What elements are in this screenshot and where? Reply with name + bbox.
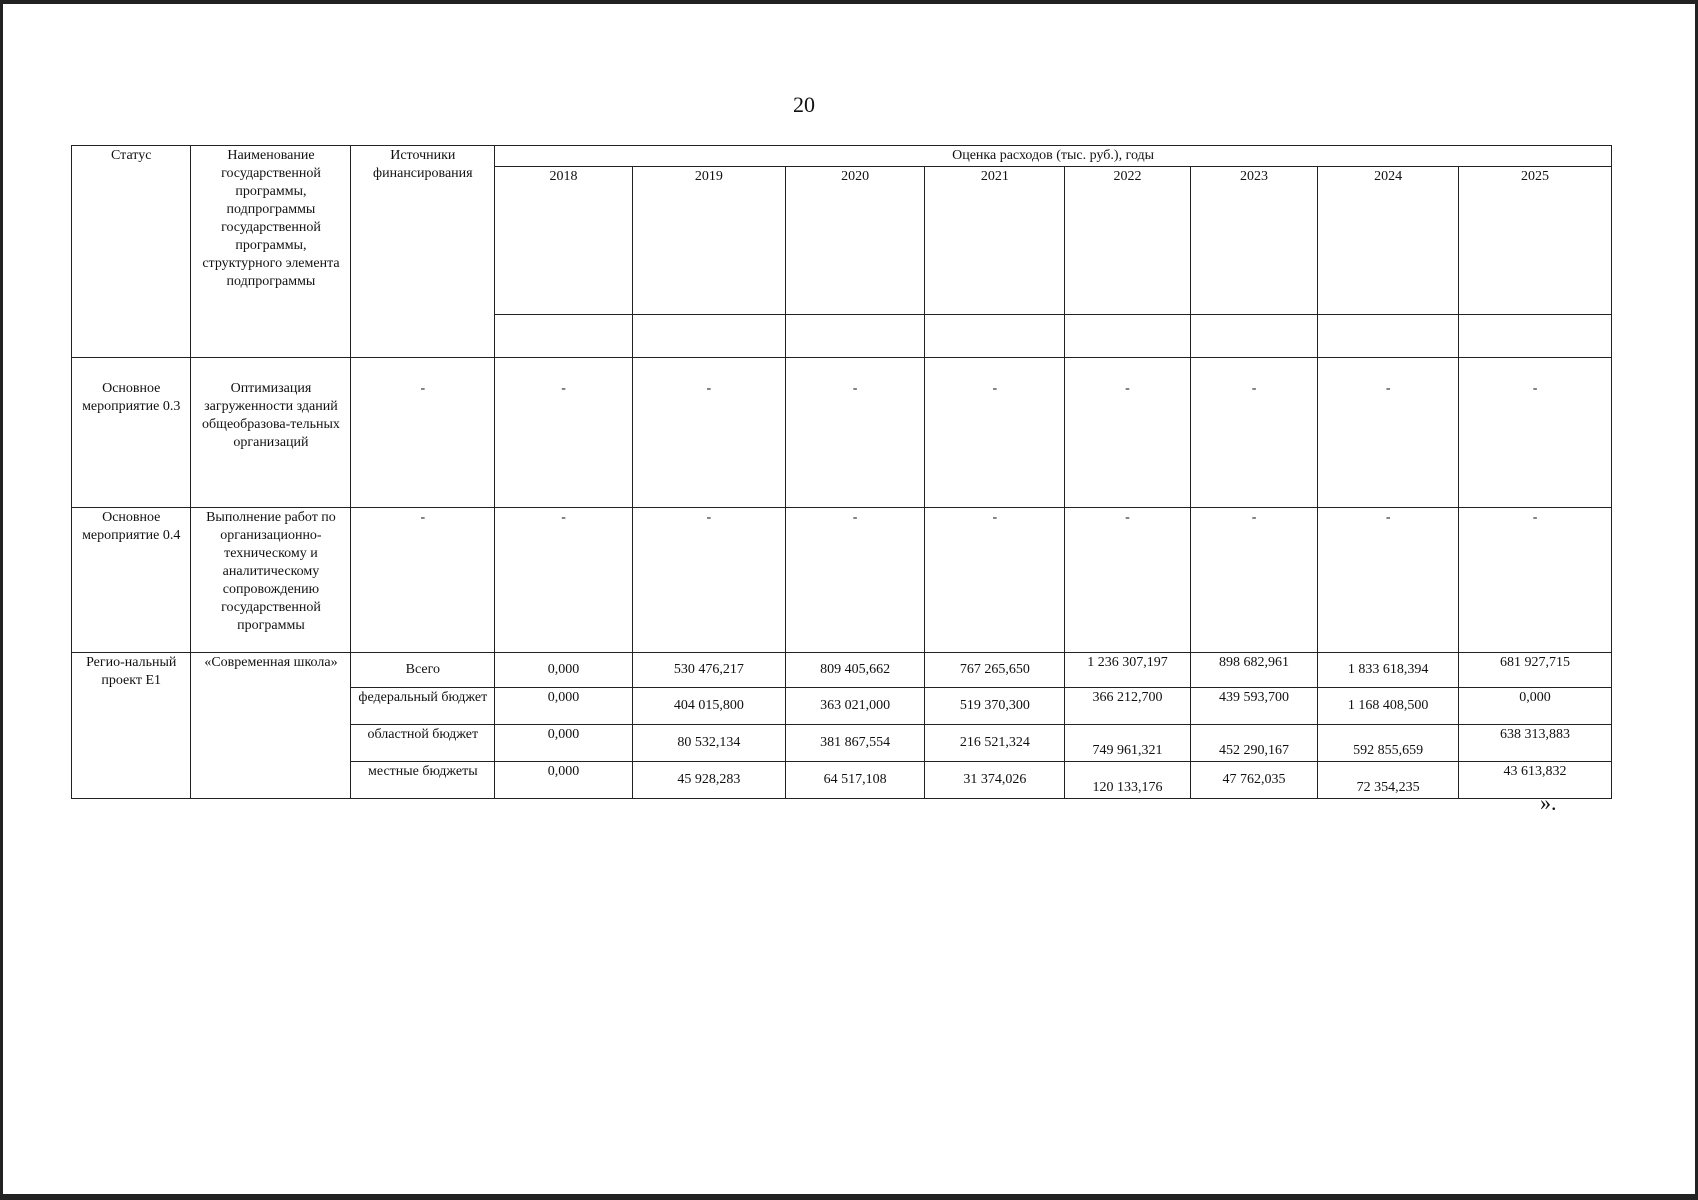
value-cell: 0,000 xyxy=(495,762,633,799)
value-cell: - xyxy=(925,358,1065,508)
header-status: Статус xyxy=(72,146,191,358)
header-year: 2019 xyxy=(632,167,785,315)
value-cell: 404 015,800 xyxy=(632,688,785,725)
value-cell: 767 265,650 xyxy=(925,653,1065,688)
empty-cell xyxy=(925,315,1065,358)
value-cell: - xyxy=(1065,508,1191,653)
header-estimate: Оценка расходов (тыс. руб.), годы xyxy=(495,146,1612,167)
empty-cell xyxy=(785,315,925,358)
header-year: 2022 xyxy=(1065,167,1191,315)
value-cell: - xyxy=(785,358,925,508)
value-cell: 439 593,700 xyxy=(1190,688,1318,725)
header-sources: Источники финансирования xyxy=(351,146,495,358)
row-name: Выполнение работ по организационно-техническому и аналитическому сопровождению государственной программы xyxy=(191,508,351,653)
budget-table xyxy=(71,145,1612,799)
value-cell: - xyxy=(925,508,1065,653)
value-cell: - xyxy=(785,508,925,653)
empty-cell xyxy=(495,315,633,358)
value-cell: - xyxy=(1065,358,1191,508)
row-status: Регио-нальный проект E1 xyxy=(72,653,191,799)
row-status: Основное мероприятие 0.4 xyxy=(72,508,191,653)
row-source: Всего xyxy=(351,653,495,688)
value-cell: 452 290,167 xyxy=(1190,725,1318,762)
row-name: «Современная школа» xyxy=(191,653,351,799)
value-cell: - xyxy=(1459,508,1612,653)
row-source: федеральный бюджет xyxy=(351,688,495,725)
table-row xyxy=(72,358,1612,508)
row-source: - xyxy=(351,508,495,653)
empty-cell xyxy=(1459,315,1612,358)
table-row xyxy=(72,653,1612,688)
value-cell: 363 021,000 xyxy=(785,688,925,725)
value-cell: 530 476,217 xyxy=(632,653,785,688)
header-year: 2025 xyxy=(1459,167,1612,315)
value-cell: 638 313,883 xyxy=(1459,725,1612,762)
value-cell: 216 521,324 xyxy=(925,725,1065,762)
value-cell: 45 928,283 xyxy=(632,762,785,799)
header-year: 2024 xyxy=(1318,167,1459,315)
value-cell: 366 212,700 xyxy=(1065,688,1191,725)
value-cell: 749 961,321 xyxy=(1065,725,1191,762)
value-cell: 1 236 307,197 xyxy=(1065,653,1191,688)
value-cell: 592 855,659 xyxy=(1318,725,1459,762)
row-status: Основное мероприятие 0.3 xyxy=(72,358,191,508)
value-cell: 120 133,176 xyxy=(1065,762,1191,799)
value-cell: 31 374,026 xyxy=(925,762,1065,799)
header-year: 2021 xyxy=(925,167,1065,315)
value-cell: - xyxy=(1318,358,1459,508)
empty-cell xyxy=(632,315,785,358)
header-year: 2018 xyxy=(495,167,633,315)
value-cell: 0,000 xyxy=(495,725,633,762)
value-cell: - xyxy=(632,358,785,508)
value-cell: - xyxy=(1318,508,1459,653)
value-cell: 64 517,108 xyxy=(785,762,925,799)
value-cell: 0,000 xyxy=(495,653,633,688)
empty-cell xyxy=(1065,315,1191,358)
value-cell: 1 833 618,394 xyxy=(1318,653,1459,688)
table-row xyxy=(72,508,1612,653)
row-source: областной бюджет xyxy=(351,725,495,762)
value-cell: 898 682,961 xyxy=(1190,653,1318,688)
row-name: Оптимизация загруженности зданий общеобразова-тельных организаций xyxy=(191,358,351,508)
value-cell: - xyxy=(495,358,633,508)
value-cell: 519 370,300 xyxy=(925,688,1065,725)
value-cell: 381 867,554 xyxy=(785,725,925,762)
closing-quote-mark: ». xyxy=(1540,790,1557,815)
empty-cell xyxy=(1190,315,1318,358)
header-year: 2020 xyxy=(785,167,925,315)
page-number: 20 xyxy=(793,92,815,117)
value-cell: - xyxy=(1190,508,1318,653)
value-cell: 80 532,134 xyxy=(632,725,785,762)
value-cell: 0,000 xyxy=(1459,688,1612,725)
value-cell: 0,000 xyxy=(495,688,633,725)
row-source: местные бюджеты xyxy=(351,762,495,799)
value-cell: 43 613,832 xyxy=(1459,762,1612,799)
value-cell: - xyxy=(495,508,633,653)
value-cell: 72 354,235 xyxy=(1318,762,1459,799)
value-cell: - xyxy=(632,508,785,653)
empty-cell xyxy=(1318,315,1459,358)
value-cell: 681 927,715 xyxy=(1459,653,1612,688)
value-cell: - xyxy=(1190,358,1318,508)
value-cell: - xyxy=(1459,358,1612,508)
value-cell: 809 405,662 xyxy=(785,653,925,688)
value-cell: 47 762,035 xyxy=(1190,762,1318,799)
value-cell: 1 168 408,500 xyxy=(1318,688,1459,725)
header-year: 2023 xyxy=(1190,167,1318,315)
row-source: - xyxy=(351,358,495,508)
header-name: Наименование государственной программы, подпрограммы государственной программы, структурного элемента подпрограммы xyxy=(191,146,351,358)
